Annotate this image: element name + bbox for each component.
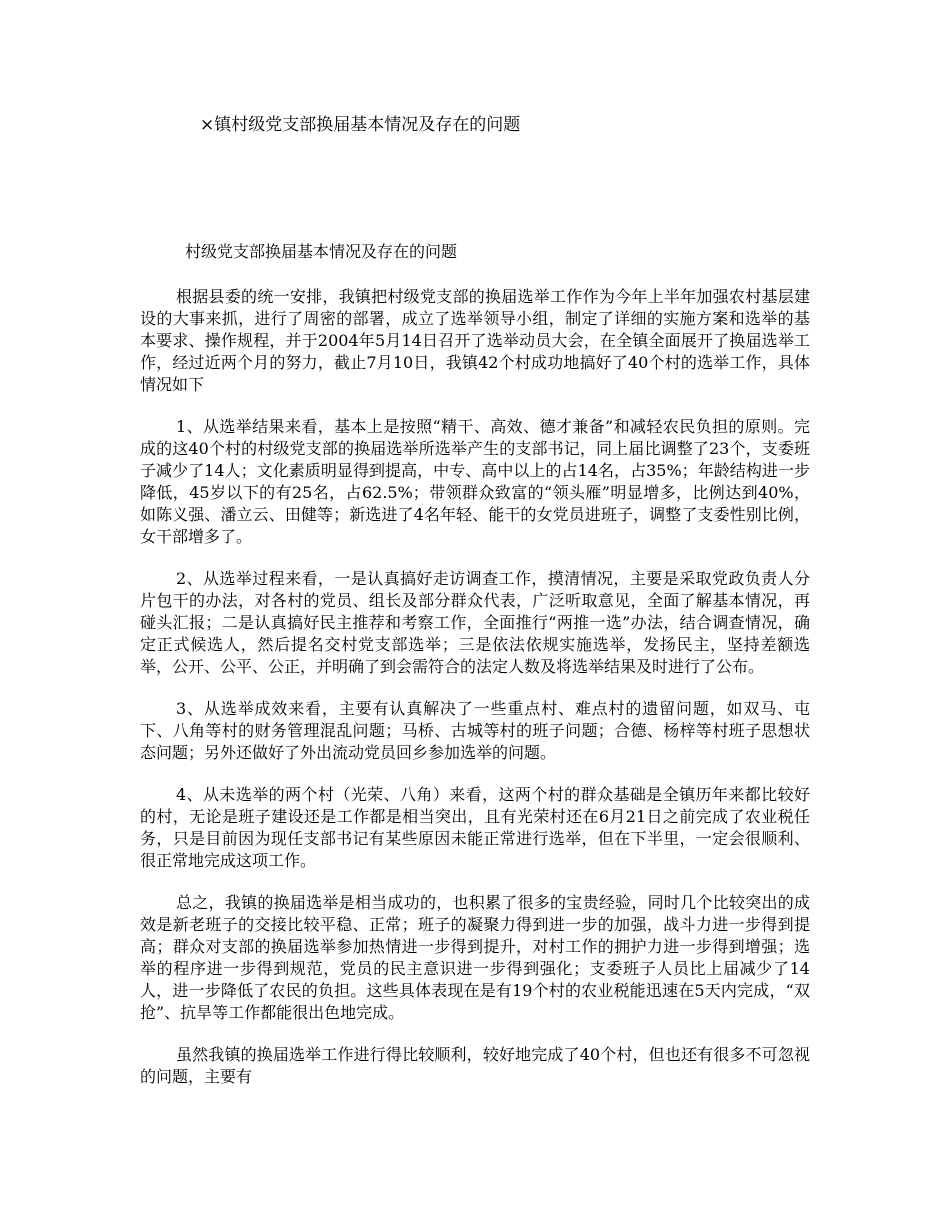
paragraph-election-outcomes: 3、从选举成效来看，主要有认真解决了一些重点村、难点村的遗留问题，如双马、屯下、八角等村的财务管理混乱问题；马桥、古城等村的班子问题；合德、杨梓等村班子思想状态问题；另外还做好了外出流动党员回乡参加选举的问题。 [140,699,810,762]
paragraph-problems: 虽然我镇的换届选举工作进行得比较顺利，较好地完成了40个村，但也还有很多不可忽视的问题，主要有 [140,1045,810,1086]
paragraph-summary: 总之，我镇的换届选举是相当成功的，也积累了很多的宝贵经验，同时几个比较突出的成效是新老班子的交接比较平稳、正常；班子的凝聚力得到进一步的加强，战斗力进一步得到提高；群众对支部的换届选举参加热情进一步得到提升，对村工作的拥护力进一步得到增强；选举的程序进一步得到规范，党员的民主意识进一步得到强化；支委班子人员比上届减少了14人，进一步降低了农民的负担。这些具体表现在是有19个村的农业税能迅速在5天内完成，“双抢”、抗旱等工作都能很出色地完成。 [140,893,810,1022]
paragraph-unelected-villages: 4、从未选举的两个村（光荣、八角）来看，这两个村的群众基础是全镇历年来都比较好的村，无论是班子建设还是工作都是相当突出，且有光荣村还在6月21日之前完成了农业税任务，只是目前因为现任支部书记有某些原因未能正常进行选举，但在下半里，一定会很顺利、很正常地完成这项工作。 [140,785,810,870]
paragraph-election-results: 1、从选举结果来看，基本上是按照“精干、高效、德才兼备”和减轻农民负担的原则。完成的这40个村的村级党支部的换届选举所选举产生的支部书记，同上届比调整了23个，支委班子减少了14人；文化素质明显得到提高，中专、高中以上的占14名，占35%；年龄结构进一步降低，45岁以下的有25名，占62.5%；带领群众致富的“领头雁”明显增多，比例达到40%，如陈义强、潘立云、田健等；新选进了4名年轻、能干的女党员进班子，调整了支委性别比例，女干部增多了。 [140,417,810,546]
paragraph-election-process: 2、从选举过程来看，一是认真搞好走访调查工作，摸清情况，主要是采取党政负责人分片包干的办法，对各村的党员、组长及部分群众代表，广泛听取意见，全面了解基本情况，再碰头汇报；二是认真搞好民主推荐和考察工作，全面推行“两推一选”办法，结合调查情况，确定正式候选人，然后提名交村党支部选举；三是依法依规实施选举，发扬民主，坚持差额选举，公开、公平、公正，并明确了到会需符合的法定人数及将选举结果及时进行了公布。 [140,569,810,676]
document-title: ×镇村级党支部换届基本情况及存在的问题 [200,115,521,135]
paragraph-intro: 根据县委的统一安排，我镇把村级党支部的换届选举工作作为今年上半年加强农村基层建设的大事来抓，进行了周密的部署，成立了选举领导小组，制定了详细的实施方案和选举的基本要求、操作规程，并于2004年5月14日召开了选举动员大会，在全镇全面展开了换届选举工作，经过近两个月的努力，截止7月10日，我镇42个村成功地搞好了40个村的选举工作，具体情况如下 [140,287,810,394]
document-subtitle: 村级党支部换届基本情况及存在的问题 [185,242,458,261]
document-body [140,286,810,1108]
